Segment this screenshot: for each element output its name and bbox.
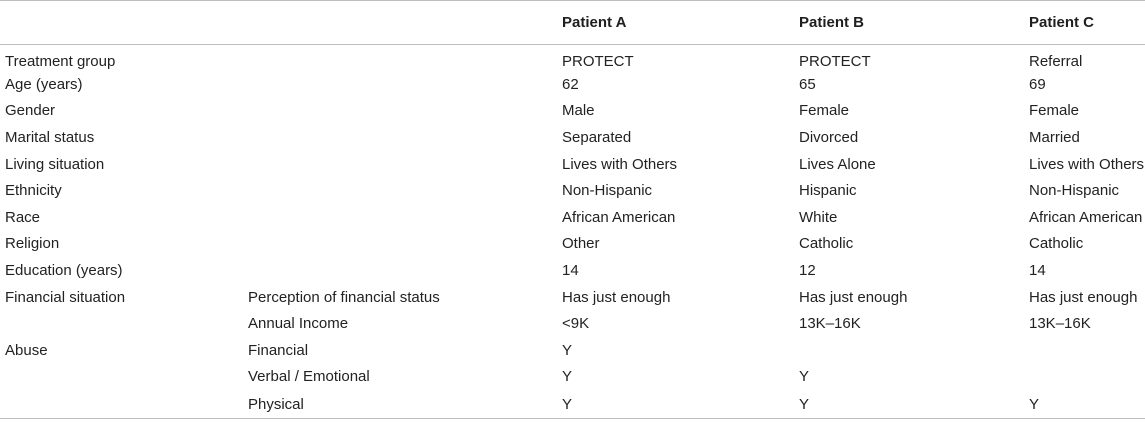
row-label: Age (years) — [5, 75, 83, 93]
patient-b-value: Lives Alone — [799, 155, 876, 173]
row-label: Race — [5, 208, 41, 226]
table-row — [0, 231, 1145, 258]
patient-a-value: <9K — [562, 315, 590, 333]
row-label — [0, 390, 243, 419]
row-sublabel — [243, 124, 557, 151]
patient-b-value: PROTECT — [799, 52, 871, 70]
patient-b-value: White — [799, 208, 838, 226]
table-row — [0, 284, 1145, 311]
patient-a-value: Y — [562, 368, 573, 386]
table-header-row — [0, 1, 1145, 45]
row-sublabel: Financial — [248, 341, 309, 359]
row-sublabel: Annual Income — [248, 315, 349, 333]
table-row — [0, 71, 1145, 98]
row-sublabel — [243, 151, 557, 178]
patient-c-value: 14 — [1029, 262, 1046, 280]
row-sublabel — [243, 71, 557, 98]
patient-a-value: African American — [562, 208, 676, 226]
patient-c-value — [1024, 364, 1145, 391]
patient-b-value: Hispanic — [799, 182, 857, 200]
patient-b-value: Divorced — [799, 129, 859, 147]
patient-b-value: 65 — [799, 75, 816, 93]
row-label: Abuse — [5, 341, 48, 359]
header-patient-c: Patient C — [1024, 1, 1145, 45]
row-label: Education (years) — [5, 262, 123, 280]
row-label: Living situation — [5, 155, 105, 173]
row-sublabel: Verbal / Emotional — [248, 368, 370, 386]
patient-a-value: Y — [562, 341, 573, 359]
patient-c-value: African American — [1029, 208, 1143, 226]
table-row — [0, 124, 1145, 151]
table-row — [0, 257, 1145, 284]
row-label: Financial situation — [5, 288, 126, 306]
table-row — [0, 98, 1145, 125]
row-label: Marital status — [5, 129, 95, 147]
patient-a-value: 62 — [562, 75, 579, 93]
header-characteristic — [0, 1, 243, 45]
patient-a-value: Y — [557, 390, 794, 419]
patient-a-value: PROTECT — [562, 52, 634, 70]
row-label: Treatment group — [5, 52, 116, 70]
patient-a-value: Non-Hispanic — [562, 182, 653, 200]
row-label — [0, 364, 243, 391]
patient-c-value: Catholic — [1029, 235, 1084, 253]
patient-b-value: Y — [799, 368, 810, 386]
table-row — [0, 364, 1145, 391]
row-sublabel: Physical — [243, 390, 557, 419]
patient-b-value: Female — [799, 102, 850, 120]
row-sublabel — [243, 231, 557, 258]
row-label: Gender — [5, 102, 56, 120]
patient-b-value: 13K–16K — [799, 315, 861, 333]
table-row — [0, 337, 1145, 364]
patient-a-value: Separated — [562, 129, 632, 147]
row-sublabel — [243, 257, 557, 284]
patient-c-value: Married — [1029, 129, 1080, 147]
table-row — [0, 177, 1145, 204]
row-label: Religion — [5, 235, 60, 253]
patient-a-value: Male — [562, 102, 595, 120]
patient-c-value: Y — [1024, 390, 1145, 419]
patient-a-value: Lives with Others — [562, 155, 678, 173]
patient-b-value: 12 — [799, 262, 816, 280]
patient-b-value: Catholic — [799, 235, 854, 253]
patient-b-value — [794, 337, 1024, 364]
patient-c-value: Lives with Others — [1029, 155, 1145, 173]
patient-a-value: Has just enough — [562, 288, 671, 306]
table-row — [0, 390, 1145, 419]
row-label: Ethnicity — [5, 182, 62, 200]
header-patient-a: Patient A — [557, 1, 794, 45]
patient-b-value: Y — [794, 390, 1024, 419]
patient-c-value: Referral — [1029, 52, 1083, 70]
patient-c-value — [1024, 337, 1145, 364]
header-subcharacteristic — [243, 1, 557, 45]
table-row — [0, 45, 1145, 72]
patient-c-value: Has just enough — [1029, 288, 1138, 306]
patient-a-value: 14 — [562, 262, 579, 280]
row-sublabel — [243, 177, 557, 204]
patient-c-value: 69 — [1029, 75, 1046, 93]
row-sublabel — [243, 98, 557, 125]
table-row — [0, 151, 1145, 178]
row-label — [0, 310, 243, 337]
patient-a-value: Other — [562, 235, 600, 253]
patient-c-value: 13K–16K — [1029, 315, 1091, 333]
header-patient-b: Patient B — [794, 1, 1024, 45]
row-sublabel — [243, 204, 557, 231]
table-row — [0, 310, 1145, 337]
row-sublabel: Perception of financial status — [248, 288, 440, 306]
row-sublabel — [243, 45, 557, 72]
patient-b-value: Has just enough — [799, 288, 908, 306]
table-row — [0, 204, 1145, 231]
patient-c-value: Non-Hispanic — [1029, 182, 1120, 200]
patient-c-value: Female — [1029, 102, 1080, 120]
